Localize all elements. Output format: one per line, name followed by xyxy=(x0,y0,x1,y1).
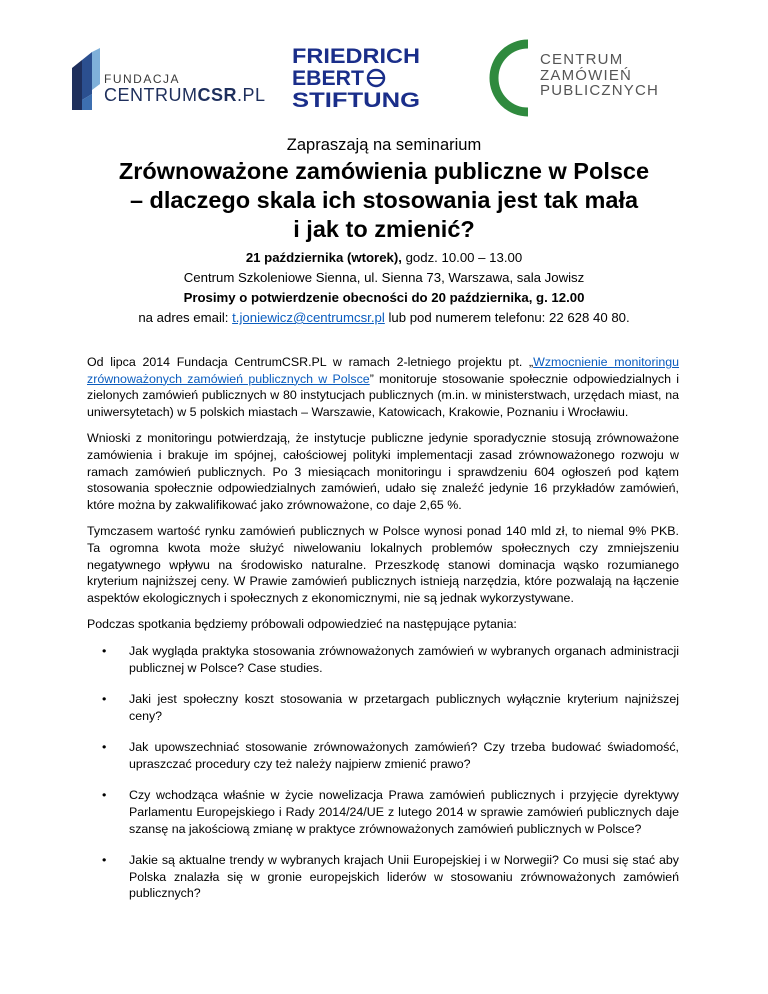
list-item xyxy=(102,852,679,902)
list-item-text: Jaki jest społeczny koszt stosowania w przetargach publicznych wyłącznie kryterium najniższej ceny? xyxy=(129,692,679,723)
fes-wordmark xyxy=(292,43,422,109)
list-item xyxy=(102,691,679,724)
centrum-zamowien-publicznych-logo xyxy=(488,38,678,118)
rsvp-deadline xyxy=(0,288,768,308)
paragraph-findings: Wnioski z monitoringu potwierdzają, że instytucje publiczne jedynie sporadycznie stosują zrównoważone zamówienia i brakuje im spójnej, całościowej polityki implementacji zasad zrównoważonego rozwoju w ramach zamówień publicznych. Po 3 miesiącach monitoringu i sprawdzeniu 604 ogłoszeń pod kątem stosowania społecznie odpowiedzialnych zamówień, udało się znaleźć jedynie 16 przykładów zamówień, które można by zakwalifikować jako zrównoważone, co daje 2,65 %. xyxy=(87,431,679,512)
contact-email-link[interactable]: t.joniewicz@centrumcsr.pl xyxy=(232,310,385,325)
project-link[interactable]: Wzmocnienie monitoringu zrównoważonych zamówień publicznych w Polsce xyxy=(87,355,679,386)
event-info xyxy=(0,248,768,328)
bullet-icon: • xyxy=(102,788,107,803)
title-line-3: i jak to zmienić? xyxy=(293,216,475,242)
list-item xyxy=(102,643,679,676)
event-date: 21 października (wtorek), xyxy=(245,250,402,265)
friedrich-ebert-stiftung-logo xyxy=(292,43,422,109)
document-body xyxy=(87,354,679,917)
czp-line2: ZAMÓWIEŃ xyxy=(540,66,633,84)
czp-line1: CENTRUM xyxy=(540,51,624,68)
list-item-text: Czy wchodząca właśnie w życie nowelizacja Prawa zamówień publicznych i przyjęcie dyrektywy Parlamentu Europejskiego i Rady 2014/24/UE z lutego 2014 w sprawie zamówień publicznych daje szansę na jakościową zmianę w praktyce zrównoważonych zamówień publicznych w Polsce? xyxy=(129,788,679,836)
event-venue: Centrum Szkoleniowe Sienna, ul. Sienna 73, Warszawa, sala Jowisz xyxy=(183,270,585,285)
paragraph-project-rest: ” monitoruje stosowanie społecznie odpowiedzialnych i zielonych zamówień publicznych w 80 instytucjach publicznych (m.in. w ministerstwach, urzędach miast, na uniwersytetach) w 5 polskich miastach – Warszawie, Katowicach, Krakowie, Poznaniu i Wrocławiu. xyxy=(87,371,679,419)
paragraph-project-intro: Od lipca 2014 Fundacja CentrumCSR.PL w ramach 2-letniego projektu pt. „ xyxy=(87,355,534,369)
fundacja-centrumcsr-logo xyxy=(72,44,272,110)
fes-line3: STIFTUNG xyxy=(292,89,420,109)
invitation-line: Zapraszają na seminarium xyxy=(286,136,482,154)
fcsr-logo-line2 xyxy=(104,85,266,106)
contact-prefix: na adres email: xyxy=(138,310,233,325)
bullet-icon: • xyxy=(102,692,107,707)
rsvp-deadline-text: Prosimy o potwierdzenie obecności do 20 października, g. 12.00 xyxy=(183,290,585,305)
fcsr-logo-csr: CSR xyxy=(197,85,238,105)
czp-logo-text xyxy=(540,52,659,99)
list-item-text: Jakie są aktualne trendy w wybranych krajach Unii Europejskiej i w Norwegii? Co musi się stać aby Polska znalazła się w gronie europejskich liderów w stosowaniu zrównoważonych zamówień publicznych? xyxy=(129,853,679,901)
contact-phone: lub pod numerem telefonu: 22 628 40 80. xyxy=(384,310,630,325)
event-time: godz. 10.00 – 13.00 xyxy=(401,250,523,265)
contact-line xyxy=(0,308,768,328)
bullet-icon: • xyxy=(102,740,107,755)
czp-line3: PUBLICZNYCH xyxy=(540,82,660,99)
bullet-icon: • xyxy=(102,643,107,658)
fes-line2: EBERT xyxy=(292,67,365,90)
list-item-text: Jak upowszechniać stosowanie zrównoważonych zamówień? Czy trzeba budować świadomość, upraszczać procedury czy też należy najpierw zmienić prawo? xyxy=(129,740,679,771)
paragraph-market: Tymczasem wartość rynku zamówień publicznych w Polsce wynosi ponad 140 mld zł, to niemal 9% PKB. Ta ogromna kwota może służyć niwelowaniu lokalnych problemów społecznych czy zmniejszeniu negatywnego wpływu na środowisko naturalne. Przeszkodę stanowi dominacja wąsko rozumianego kryterium najniższej ceny. W Prawie zamówień publicznych istnieją narzędzia, które pozwalają na łączenie aspektów ekologicznych i społecznych z ekonomicznymi, nie są jednak wykorzystywane. xyxy=(87,524,679,605)
title-line-1: Zrównoważone zamówienia publiczne w Polsce xyxy=(118,158,650,184)
fcsr-mark-icon xyxy=(72,48,104,110)
list-item-text: Jak wygląda praktyka stosowania zrównoważonych zamówień w wybranych organach administracji publicznej w Polsce? Case studies. xyxy=(129,643,679,675)
title-line-2: – dlaczego skala ich stosowania jest tak mała xyxy=(129,187,639,213)
list-item xyxy=(102,787,679,837)
questions-list xyxy=(87,643,679,902)
fcsr-logo-centrum: CENTRUM xyxy=(104,85,198,105)
fcsr-logo-line1: FUNDACJA xyxy=(104,72,181,86)
list-item xyxy=(102,739,679,772)
seminar-title xyxy=(40,157,728,244)
czp-arc-icon xyxy=(488,38,538,118)
event-date-time xyxy=(0,248,768,268)
fes-line1: FRIEDRICH xyxy=(292,45,420,68)
fcsr-logo-pl: .PL xyxy=(237,85,266,105)
paragraph-project xyxy=(87,354,679,420)
paragraph-questions-intro: Podczas spotkania będziemy próbowali odpowiedzieć na następujące pytania: xyxy=(87,617,517,632)
bullet-icon: • xyxy=(102,853,107,868)
